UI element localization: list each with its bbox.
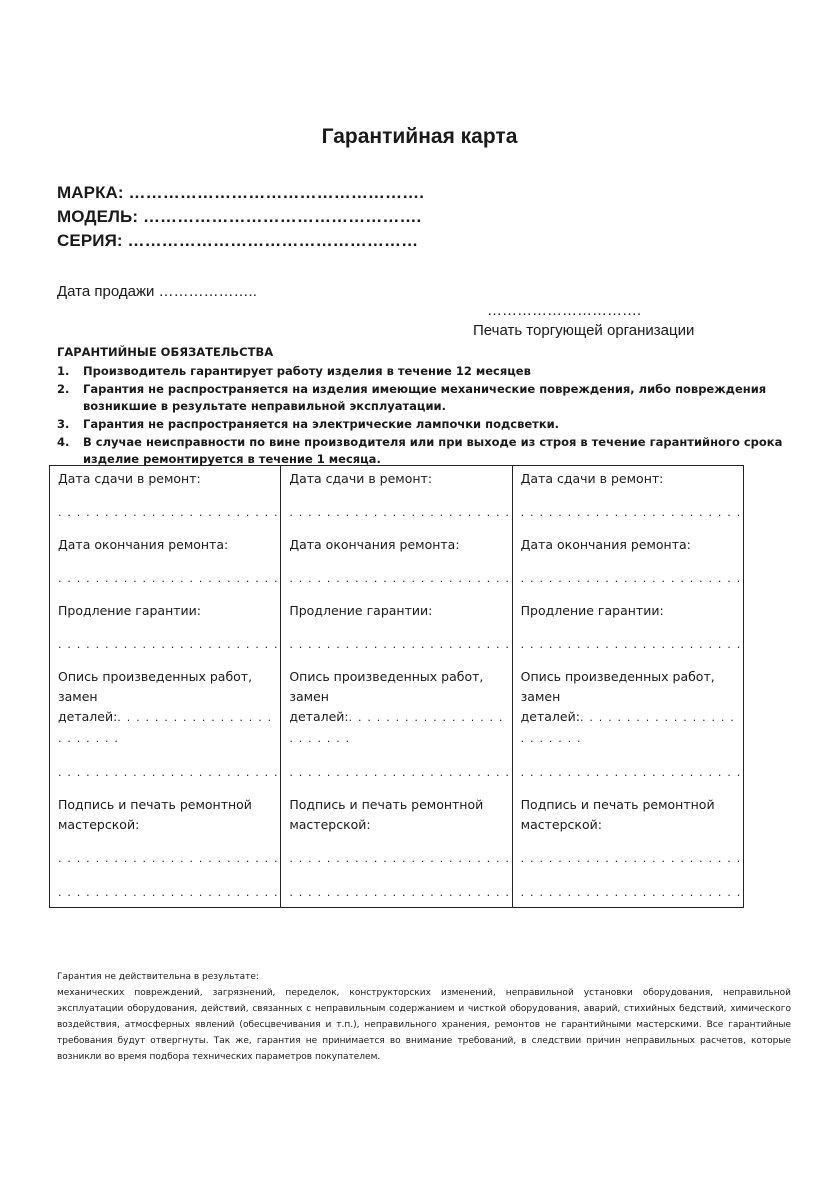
works-label-cont	[58, 707, 280, 749]
works-label: Опись произведенных работ, замен	[520, 669, 715, 704]
serial-dots: ……………………………………………	[127, 231, 419, 250]
obligations-list	[57, 363, 792, 469]
obligation-item	[57, 363, 792, 380]
obligation-text: Гарантия не распространяется на изделия имеющие механические повреждения, либо повреждения возникшие в результате неправильной эксплуатации.	[83, 382, 767, 413]
brand-field	[57, 183, 424, 203]
serial-field	[57, 231, 418, 251]
works-label-2: деталей:	[58, 709, 118, 724]
signature-label: Подпись и печать ремонтной	[520, 797, 715, 812]
extension-dots: . . . . . . . . . . . . . . . . . . . . . . . .	[289, 638, 511, 651]
stamp-label: Печать торгующей организации	[473, 322, 695, 339]
disclaimer-text: механических повреждений, загрязнений, переделок, конструкторских изменений, неправильной установки оборудования, неправильной эксплуатации оборудования, действий, связанных с неправильным содержанием и чисткой оборудования, аварий, стихийных бедствий, химического воздействия, атмосферных явлений (обесцвечивания и т.п.), неправильного хранения, ремонтов не гарантийными мастерскими. Все гарантийные требования будут отвергнуты. Так же, гарантия не принимается во внимание требований, в следствии причин неправильных расчетов, которые возникли во время подбора технических параметров покупателем.	[57, 988, 791, 1062]
repair-end-label: Дата окончания ремонта:	[289, 537, 460, 552]
obligation-text: Гарантия не распространяется на электрические лампочки подсветки.	[83, 417, 560, 431]
obligation-item	[57, 381, 792, 415]
repair-end-dots: . . . . . . . . . . . . . . . . . . . . . . . .	[58, 572, 279, 585]
repair-end-dots: . . . . . . . . . . . . . . . . . . . . . . . .	[289, 572, 511, 585]
works-label-cont	[289, 707, 511, 749]
obligation-text: Производитель гарантирует работу изделия в течение 12 месяцев	[83, 364, 531, 378]
extension-label: Продление гарантии:	[58, 603, 201, 618]
page-title: Гарантийная карта	[321, 125, 518, 148]
signature-dots: . . . . . . . . . . . . . . . . . . . . . . . .	[289, 852, 511, 865]
signature-dots: . . . . . . . . . . . . . . . . . . . . . . . .	[520, 852, 742, 865]
stamp-dots: ………………………….	[487, 302, 642, 319]
repair-column-1	[50, 466, 281, 907]
signature-dots-2: . . . . . . . . . . . . . . . . . . . . . . . .	[289, 886, 511, 899]
handover-date-label: Дата сдачи в ремонт:	[289, 471, 433, 486]
signature-label-2: мастерской:	[520, 817, 602, 832]
extension-label: Продление гарантии:	[289, 603, 433, 618]
repair-column-3	[513, 466, 743, 907]
model-dots: ………………………………………….	[142, 207, 422, 226]
extension-label: Продление гарантии:	[520, 603, 664, 618]
works-dots: . . . . . . . . . . . . . . . . . . . . . . . .	[58, 766, 279, 779]
handover-date-dots: . . . . . . . . . . . . . . . . . . . . . . . .	[289, 506, 511, 519]
signature-label: Подпись и печать ремонтной	[58, 797, 252, 812]
works-dots-inline: . . . . . . . . . . . . . . . . . . . . . . . .	[289, 711, 504, 745]
works-dots-inline: . . . . . . . . . . . . . . . . . . . . . . . .	[58, 711, 273, 745]
signature-dots-2: . . . . . . . . . . . . . . . . . . . . . . . .	[58, 886, 279, 899]
serial-label: СЕРИЯ:	[57, 231, 123, 250]
obligation-number: 2.	[57, 382, 70, 396]
obligation-number: 1.	[57, 364, 70, 378]
obligation-text: В случае неисправности по вине производителя или при выходе из строя в течение гарантийного срока изделие ремонтируется в течение 1 месяца.	[83, 435, 783, 466]
works-label-cont	[521, 707, 743, 749]
model-label: МОДЕЛЬ:	[57, 207, 139, 226]
handover-date-label: Дата сдачи в ремонт:	[58, 471, 201, 486]
extension-dots: . . . . . . . . . . . . . . . . . . . . . . . .	[58, 638, 279, 651]
signature-dots: . . . . . . . . . . . . . . . . . . . . . . . .	[58, 852, 279, 865]
works-dots: . . . . . . . . . . . . . . . . . . . . . . . .	[520, 766, 742, 779]
works-dots: . . . . . . . . . . . . . . . . . . . . . . . .	[289, 766, 511, 779]
repair-table	[49, 465, 744, 908]
signature-label: Подпись и печать ремонтной	[289, 797, 484, 812]
signature-label-2: мастерской:	[289, 817, 371, 832]
brand-label: МАРКА:	[57, 183, 124, 202]
works-label: Опись произведенных работ, замен	[289, 669, 484, 704]
obligation-number: 3.	[57, 417, 70, 431]
disclaimer-heading: Гарантия не действительна в результате:	[57, 972, 259, 982]
handover-date-dots: . . . . . . . . . . . . . . . . . . . . . . . .	[520, 506, 742, 519]
sale-date-label: Дата продажи	[57, 283, 155, 300]
repair-end-dots: . . . . . . . . . . . . . . . . . . . . . . . .	[520, 572, 742, 585]
extension-dots: . . . . . . . . . . . . . . . . . . . . . . . .	[520, 638, 742, 651]
obligation-item	[57, 416, 792, 433]
obligation-number: 4.	[57, 435, 70, 449]
sale-date-dots: ………………..	[158, 283, 257, 300]
brand-dots: …………………………………………….	[128, 183, 425, 202]
works-label-2: деталей:	[289, 709, 349, 724]
works-label: Опись произведенных работ, замен	[58, 669, 253, 704]
obligations-heading: ГАРАНТИЙНЫЕ ОБЯЗАТЕЛЬСТВА	[57, 345, 274, 359]
signature-dots-2: . . . . . . . . . . . . . . . . . . . . . . . .	[520, 886, 742, 899]
works-dots-inline: . . . . . . . . . . . . . . . . . . . . . . . .	[520, 711, 735, 745]
model-field	[57, 207, 421, 227]
sale-date-field	[57, 283, 257, 300]
repair-end-label: Дата окончания ремонта:	[58, 537, 229, 552]
repair-end-label: Дата окончания ремонта:	[520, 537, 691, 552]
works-label-2: деталей:	[520, 709, 580, 724]
obligation-item	[57, 434, 792, 468]
handover-date-dots: . . . . . . . . . . . . . . . . . . . . . . . .	[58, 506, 279, 519]
warranty-disclaimer	[57, 969, 791, 1065]
signature-label-2: мастерской:	[58, 817, 140, 832]
handover-date-label: Дата сдачи в ремонт:	[520, 471, 664, 486]
repair-column-2	[281, 466, 512, 907]
